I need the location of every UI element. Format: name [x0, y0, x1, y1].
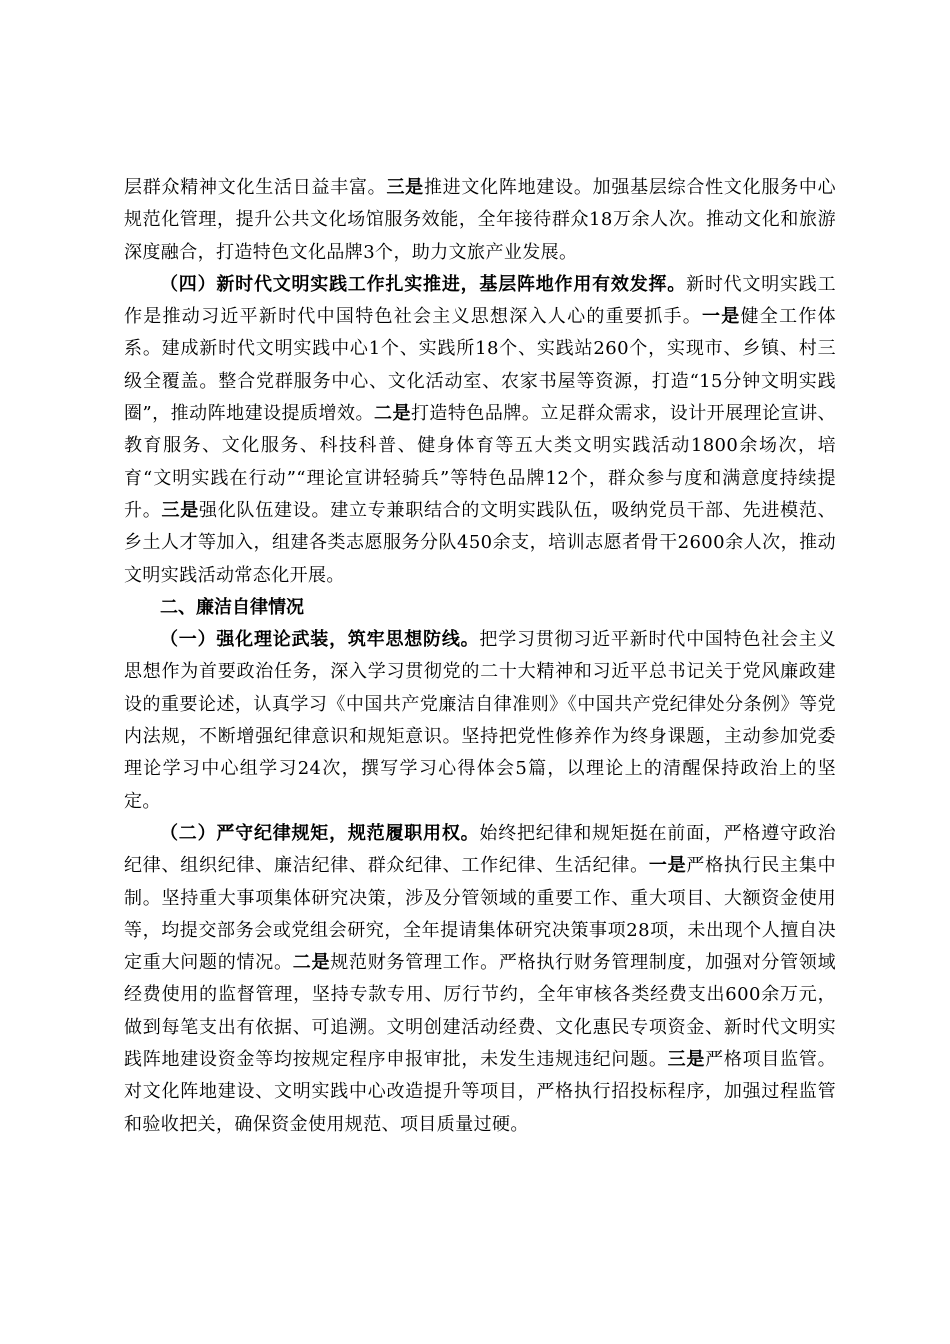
emphasis-marker: 一是	[648, 855, 687, 877]
paragraph-text: 新时代文明实践工作是推动习近平新时代中国特色社会主义思想深入人心的重要抓手。	[124, 273, 836, 328]
paragraph-culture-continued	[124, 172, 836, 269]
paragraph-text: 严格执行民主集中制。坚持重大事项集体研究决策，涉及分管领域的重要工作、重大项目、大额资金使用等，均提交部务会或党组会研究，全年提请集体研究决策事项28项，未出现个人擅自决定重大问题的情况。	[124, 855, 836, 974]
document-page	[124, 172, 836, 1141]
paragraph-text: 规范财务管理工作。严格执行财务管理制度，加强对分管领域经费使用的监督管理，坚持专款专用、厉行节约，全年审核各类经费支出600余万元，做到每笔支出有依据、可追溯。文明创建活动经费、文化惠民专项资金、新时代文明实践阵地建设资金等均按规定程序申报审批，未发生违规违纪问题。	[124, 952, 836, 1071]
subsection-title: （二）严守纪律规矩，规范履职用权。	[160, 822, 480, 844]
paragraph-text: 打造特色品牌。立足群众需求，设计开展理论宣讲、教育服务、文化服务、科技科普、健身体育等五大类文明实践活动1800余场次，培育“文明实践在行动”“理论宣讲轻骑兵”等特色品牌12个，群众参与度和满意度持续提升。	[124, 403, 836, 521]
emphasis-marker: 三是	[386, 177, 424, 198]
paragraph-text: 严格项目监管。对文化阵地建设、文明实践中心改造提升等项目，严格执行招投标程序，加强过程监管和验收把关，确保资金使用规范、项目质量过硬。	[124, 1049, 836, 1135]
emphasis-marker: 一是	[702, 306, 741, 328]
subsection-title: （一）强化理论武装，筑牢思想防线。	[160, 629, 480, 651]
paragraph-text: 推进文化阵地建设。加强基层综合性文化服务中心规范化管理，提升公共文化场馆服务效能，全年接待群众18万余人次。推动文化和旅游深度融合，打造特色文化品牌3个，助力文旅产业发展。	[124, 177, 836, 263]
section-heading: 二、廉洁自律情况	[160, 596, 304, 618]
emphasis-marker: 三是	[667, 1049, 706, 1071]
paragraph-text: 层群众精神文化生活日益丰富。	[124, 177, 387, 198]
paragraph-theory-study	[124, 624, 836, 818]
paragraph-discipline	[124, 818, 836, 1141]
subsection-title: （四）新时代文明实践工作扎实推进，基层阵地作用有效发挥。	[160, 273, 687, 295]
paragraph-text: 把学习贯彻习近平新时代中国特色社会主义思想作为首要政治任务，深入学习贯彻党的二十大精神和习近平总书记关于党风廉政建设的重要论述，认真学习《中国共产党廉洁自律准则》《中国共产党纪律处分条例》等党内法规，不断增强纪律意识和规矩意识。坚持把党性修养作为终身课题，主动参加党委理论学习中心组学习24次，撰写学习心得体会5篇，以理论上的清醒保持政治上的坚定。	[124, 629, 836, 812]
paragraph-text: 始终把纪律和规矩挺在前面，严格遵守政治纪律、组织纪律、廉洁纪律、群众纪律、工作纪律、生活纪律。	[124, 822, 836, 877]
emphasis-marker: 二是	[373, 403, 411, 425]
paragraph-text: 健全工作体系。建成新时代文明实践中心1个、实践所18个、实践站260个，实现市、乡镇、村三级全覆盖。整合党群服务中心、文化活动室、农家书屋等资源，打造“15分钟文明实践圈”，推动阵地建设提质增效。	[124, 306, 837, 425]
paragraph-text: 强化队伍建设。建立专兼职结合的文明实践队伍，吸纳党员干部、先进模范、乡土人才等加入，组建各类志愿服务分队450余支，培训志愿者骨干2600余人次，推动文明实践活动常态化开展。	[124, 499, 836, 586]
emphasis-marker: 二是	[292, 952, 331, 974]
paragraph-civilization-practice	[124, 269, 836, 592]
emphasis-marker: 三是	[161, 499, 199, 521]
